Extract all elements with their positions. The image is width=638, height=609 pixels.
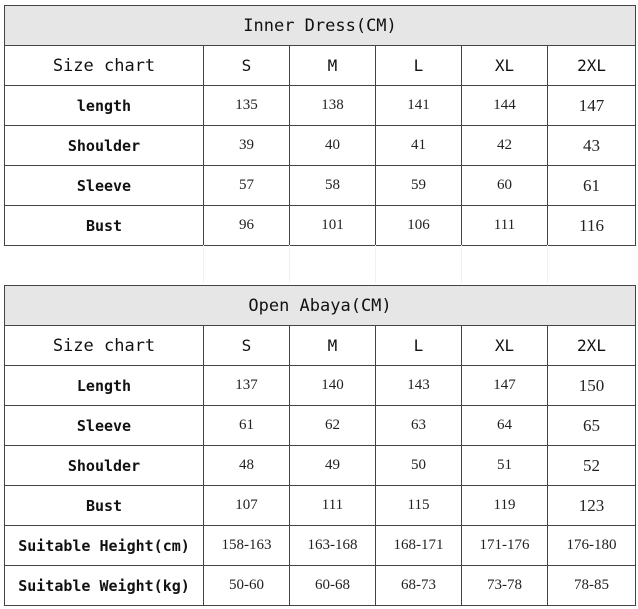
cell: 176-180	[548, 526, 636, 566]
cell: 61	[204, 406, 290, 446]
cell: 60-68	[290, 566, 376, 606]
cell: 48	[204, 446, 290, 486]
cell: 78-85	[548, 566, 636, 606]
table-row	[5, 526, 636, 566]
cell: 111	[462, 206, 548, 246]
cell: 158-163	[204, 526, 290, 566]
row-label: Shoulder	[5, 126, 204, 166]
cell: 101	[290, 206, 376, 246]
cell: 50	[376, 446, 462, 486]
cell: 63	[376, 406, 462, 446]
row-label: Shoulder	[5, 446, 204, 486]
table-gap	[4, 245, 635, 283]
cell: 150	[548, 366, 636, 406]
cell: 138	[290, 86, 376, 126]
cell: 49	[290, 446, 376, 486]
cell: 43	[548, 126, 636, 166]
row-label: Sleeve	[5, 166, 204, 206]
cell: 135	[204, 86, 290, 126]
table-row	[5, 86, 636, 126]
column-header-s: S	[204, 326, 290, 366]
cell: 107	[204, 486, 290, 526]
cell: 141	[376, 86, 462, 126]
table-row	[5, 446, 636, 486]
cell: 42	[462, 126, 548, 166]
cell: 59	[376, 166, 462, 206]
column-header-l: L	[376, 326, 462, 366]
cell: 73-78	[462, 566, 548, 606]
row-label: length	[5, 86, 204, 126]
column-header-l: L	[376, 46, 462, 86]
row-label: Length	[5, 366, 204, 406]
cell: 39	[204, 126, 290, 166]
column-header-xl: XL	[462, 46, 548, 86]
column-header-2xl: 2XL	[548, 326, 636, 366]
cell: 40	[290, 126, 376, 166]
column-header-2xl: 2XL	[548, 46, 636, 86]
cell: 57	[204, 166, 290, 206]
cell: 52	[548, 446, 636, 486]
column-header-size-chart: Size chart	[5, 326, 204, 366]
cell: 119	[462, 486, 548, 526]
table-title: Open Abaya(CM)	[5, 286, 636, 326]
cell: 62	[290, 406, 376, 446]
row-label: Suitable Weight(kg)	[5, 566, 204, 606]
column-header-xl: XL	[462, 326, 548, 366]
cell: 147	[548, 86, 636, 126]
cell: 41	[376, 126, 462, 166]
cell: 51	[462, 446, 548, 486]
cell: 50-60	[204, 566, 290, 606]
cell: 64	[462, 406, 548, 446]
cell: 68-73	[376, 566, 462, 606]
row-label: Suitable Height(cm)	[5, 526, 204, 566]
table-row	[5, 166, 636, 206]
row-label: Sleeve	[5, 406, 204, 446]
cell: 123	[548, 486, 636, 526]
table-row	[5, 486, 636, 526]
table-row	[5, 406, 636, 446]
cell: 168-171	[376, 526, 462, 566]
cell: 111	[290, 486, 376, 526]
cell: 106	[376, 206, 462, 246]
cell: 163-168	[290, 526, 376, 566]
table-title: Inner Dress(CM)	[5, 6, 636, 46]
cell: 144	[462, 86, 548, 126]
inner-dress-table	[4, 5, 636, 246]
column-header-m: M	[290, 46, 376, 86]
row-label: Bust	[5, 486, 204, 526]
cell: 143	[376, 366, 462, 406]
cell: 171-176	[462, 526, 548, 566]
cell: 147	[462, 366, 548, 406]
cell: 137	[204, 366, 290, 406]
cell: 61	[548, 166, 636, 206]
table-row	[5, 126, 636, 166]
column-header-m: M	[290, 326, 376, 366]
column-header-size-chart: Size chart	[5, 46, 204, 86]
row-label: Bust	[5, 206, 204, 246]
table-row	[5, 206, 636, 246]
cell: 115	[376, 486, 462, 526]
open-abaya-table	[4, 285, 636, 606]
table-row	[5, 566, 636, 606]
cell: 65	[548, 406, 636, 446]
cell: 60	[462, 166, 548, 206]
column-header-s: S	[204, 46, 290, 86]
cell: 140	[290, 366, 376, 406]
cell: 58	[290, 166, 376, 206]
cell: 96	[204, 206, 290, 246]
cell: 116	[548, 206, 636, 246]
table-row	[5, 366, 636, 406]
